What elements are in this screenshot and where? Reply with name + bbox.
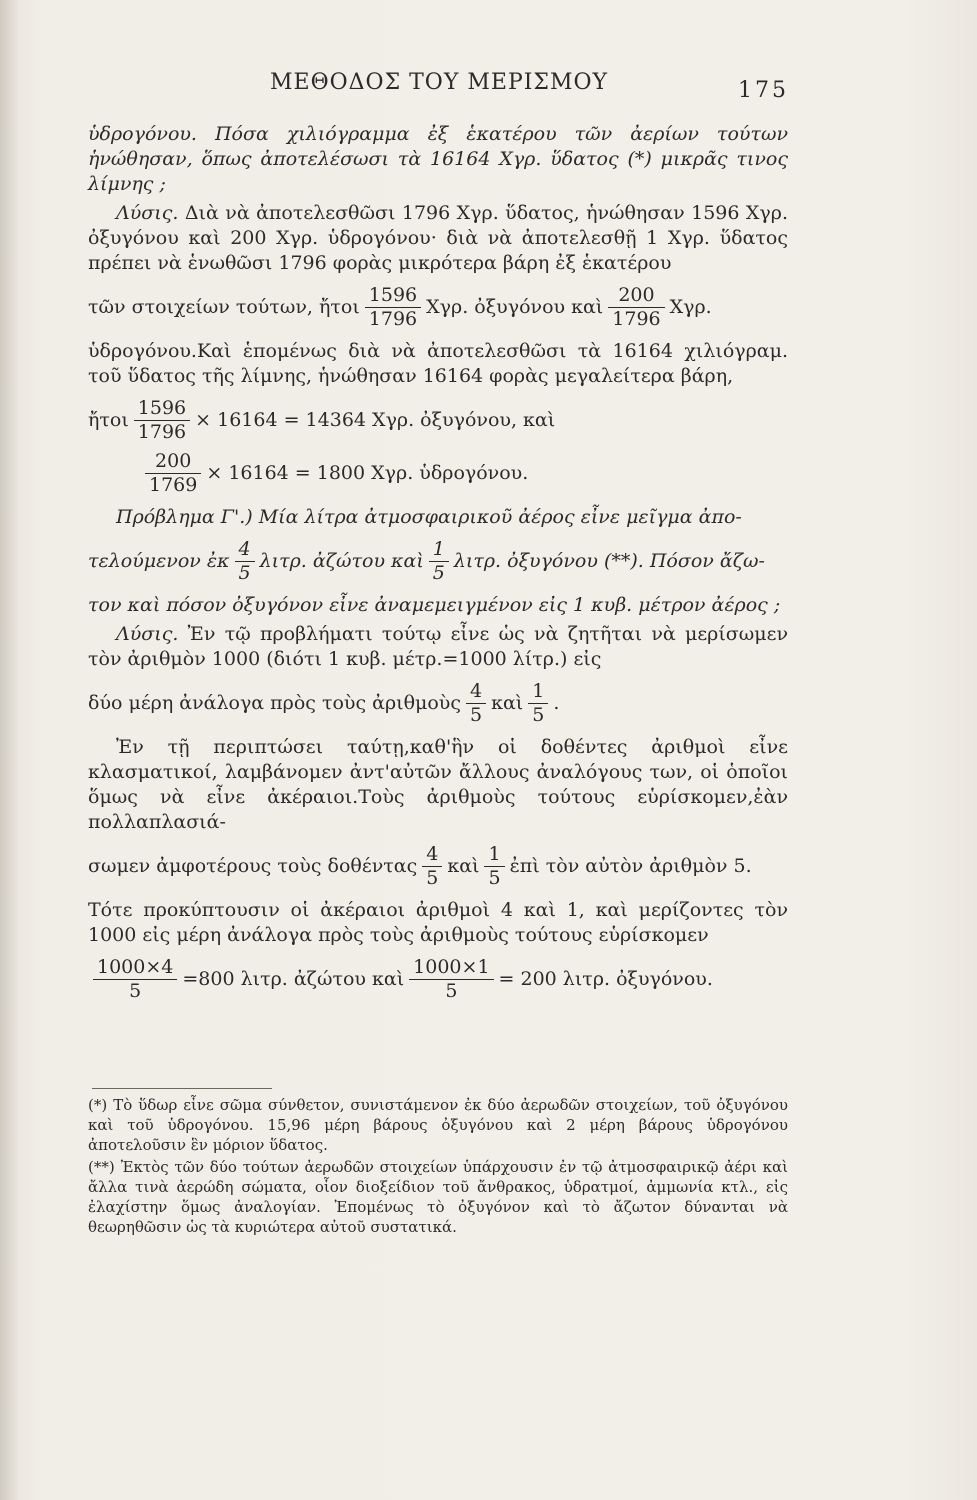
- numerator: 1596: [368, 284, 418, 306]
- footnotes: [88, 1095, 788, 1239]
- footnote-text: Ἐκτὸς τῶν δύο τούτων ἀερωδῶν στοιχείων ὑπάρχουσιν ἐν τῷ ἀτμοσφαιρικῷ ἀέρι καὶ ἄλλα τινὰ ἀερώδη σώματα, οἷον διοξείδιον τοῦ ἄνθρακος, ὑδρατμοί, ἀμμωνία κτλ., εἰς ἐλαχίστην ὅμως ἀναλογίαν. Ἐπομένως τὸ ὀξυγόνον καὶ τὸ ἄζωτον δύνανται νὰ θεωρηθῶσιν ὡς τὰ κυριώτερα αὐτοῦ συστατικά.: [88, 1158, 788, 1236]
- problem-continuation: ὑδρογόνου. Πόσα χιλιόγραμμα ἐξ ἑκατέρου τῶν ἀερίων τούτων ἡνώθησαν, ὅπως ἀποτελέσωσι τὰ 16164 Χγρ. ὕδατος (*) μικρᾶς τινος λίμνης ;: [88, 123, 788, 195]
- text: Ἐν τῷ προβλήματι τούτῳ εἶνε ὡς νὰ ζητῆται νὰ μερίσωμεν τὸν ἀριθμὸν 1000 (διότι 1 κυβ. μέτρ.=1000 λίτρ.) εἰς: [88, 623, 788, 670]
- denominator: 5: [422, 866, 442, 888]
- fraction: [409, 958, 493, 1001]
- ratio-line: [88, 682, 788, 725]
- solution-paragraph: [88, 201, 788, 276]
- period: .: [553, 692, 560, 714]
- numerator: 1000×1: [413, 956, 490, 978]
- text: Χγρ. ὀξυγόνου καὶ: [426, 296, 604, 318]
- fraction: [528, 682, 548, 725]
- fraction: [365, 286, 421, 329]
- footnote-mark: (**): [88, 1158, 115, 1176]
- text: σωμεν ἀμφοτέρους τοὺς δοθέντας: [88, 855, 418, 877]
- text: τελούμενον ἐκ: [88, 550, 230, 572]
- page-number: 175: [738, 78, 789, 103]
- solution-label: Λύσις.: [116, 623, 179, 645]
- denominator: 5: [528, 703, 548, 725]
- page-body: [88, 122, 788, 1011]
- fraction: [134, 399, 190, 442]
- paragraph: Ἐν τῇ περιπτώσει ταύτῃ,καθ'ἣν οἱ δοθέντες ἀριθμοὶ εἶνε κλασματικοί, λαμβάνομεν ἀντ'αὐτῶν ἄλλους ἀναλόγους των, οἱ ὁποῖοι ὅμως νὰ εἶνε ἀκέραιοι.Τοὺς ἀριθμοὺς τούτους εὑρίσκομεν,ἐὰν πολλαπλασιά-: [88, 736, 788, 833]
- denominator: 5: [429, 561, 449, 583]
- numerator: 1000×4: [97, 956, 174, 978]
- running-title: ΜΕΘΟΔΟΣ ΤΟΥ ΜΕΡΙΣΜΟΥ: [270, 70, 609, 95]
- footnote-text: Τὸ ὕδωρ εἶνε σῶμα σύνθετον, συνιστάμενον ἐκ δύο ἀερωδῶν στοιχείων, τοῦ ὀξυγόνου καὶ τοῦ ὑδρογόνου. 15,96 μέρη βάρους ὀξυγόνου καὶ 2 μέρη βάρους ὑδρογόνου ἀποτελοῦσιν ἓν μόριον ὕδατος.: [88, 1096, 788, 1154]
- fraction: [466, 682, 486, 725]
- fraction: [484, 845, 504, 888]
- fraction: [422, 845, 442, 888]
- denominator: 1769: [145, 473, 201, 495]
- numerator: 1: [432, 538, 445, 560]
- paragraph: Τότε προκύπτουσιν οἱ ἀκέραιοι ἀριθμοὶ 4 καὶ 1, καὶ μερίζοντες τὸν 1000 εἰς μέρη ἀνάλογα πρὸς τοὺς ἀριθμοὺς τούτους εὑρίσκομεν: [88, 899, 788, 946]
- text: = 200 λιτρ. ὀξυγόνου.: [498, 968, 713, 990]
- solution-text: Διὰ νὰ ἀποτελεσθῶσι 1796 Χγρ. ὕδατος, ἡνώθησαν 1596 Χγρ. ὀξυγόνου καὶ 200 Χγρ. ὑδρογόνου· διὰ νὰ ἀποτελεσθῇ 1 Χγρ. ὕδατος πρέπει νὰ ἑνωθῶσι 1796 φορὰς μικρότερα βάρη ἐξ ἑκατέρου: [88, 202, 788, 274]
- text: δύο μέρη ἀνάλογα πρὸς τοὺς ἀριθμοὺς: [88, 692, 461, 714]
- text: λιτρ. ἀζώτου καὶ: [259, 550, 424, 572]
- text: καὶ: [447, 855, 480, 877]
- problem-statement: [88, 505, 788, 530]
- paragraph: ὑδρογόνου.Καὶ ἑπομένως διὰ νὰ ἀποτελεσθῶσι τὰ 16164 χιλιόγραμ. τοῦ ὕδατος τῆς λίμνης, ἡνώθησαν 16164 φορὰς μεγαλείτερα βάρη,: [88, 340, 788, 387]
- final-result-line: [88, 958, 788, 1001]
- numerator: 1: [488, 843, 501, 865]
- text: × 16164 = 1800 Χγρ. ὑδρογόνου.: [206, 462, 529, 484]
- denominator: 1796: [365, 307, 421, 329]
- text: =800 λιτρ. ἀζώτου καὶ: [182, 968, 405, 990]
- fraction: [429, 540, 449, 583]
- page-header: [0, 70, 977, 110]
- solution-label: Λύσις.: [116, 202, 179, 224]
- numerator: 200: [618, 284, 655, 306]
- fraction: [608, 286, 664, 329]
- footnote: [88, 1157, 788, 1237]
- text: × 16164 = 14364 Χγρ. ὀξυγόνου, καὶ: [195, 409, 556, 431]
- fraction: [235, 540, 255, 583]
- numerator: 1: [532, 680, 545, 702]
- numerator: 4: [470, 680, 483, 702]
- denominator: 5: [484, 866, 504, 888]
- multiply-line: [88, 845, 788, 888]
- denominator: 5: [235, 561, 255, 583]
- problem-fraction-line: [88, 540, 788, 583]
- denominator: 1796: [608, 307, 664, 329]
- text: ἤτοι: [88, 409, 129, 431]
- denominator: 5: [466, 703, 486, 725]
- numerator: 200: [155, 450, 192, 472]
- fraction: [145, 452, 201, 495]
- text: ἐπὶ τὸν αὐτὸν ἀριθμὸν 5.: [509, 855, 752, 877]
- numerator: 1596: [137, 397, 187, 419]
- problem-title: Πρόβλημα Γ'.): [116, 506, 253, 528]
- book-spine-shadow: [0, 0, 18, 1500]
- text: Χγρ.: [669, 296, 712, 318]
- footnote-divider: [92, 1088, 272, 1089]
- numerator: 4: [426, 843, 439, 865]
- text: λιτρ. ὀξυγόνου (**). Πόσον ἄζω-: [453, 550, 765, 572]
- solution-paragraph-2: [88, 622, 788, 672]
- fraction-line: [88, 286, 788, 329]
- equation-hydrogen: [140, 452, 788, 495]
- denominator: 5: [93, 979, 177, 1001]
- footnote: [88, 1095, 788, 1155]
- text: καὶ: [491, 692, 524, 714]
- denominator: 1796: [134, 420, 190, 442]
- denominator: 5: [409, 979, 493, 1001]
- text: Μία λίτρα ἀτμοσφαιρικοῦ ἀέρος εἶνε μεῖγμα ἀπο-: [258, 506, 742, 528]
- text: τῶν στοιχείων τούτων, ἤτοι: [88, 296, 360, 318]
- fraction: [93, 958, 177, 1001]
- problem-end: τον καὶ πόσον ὀξυγόνον εἶνε ἀναμεμειγμένον εἰς 1 κυβ. μέτρον ἀέρος ;: [88, 594, 781, 616]
- numerator: 4: [238, 538, 251, 560]
- equation-oxygen: [88, 399, 788, 442]
- footnote-mark: (*): [88, 1096, 108, 1114]
